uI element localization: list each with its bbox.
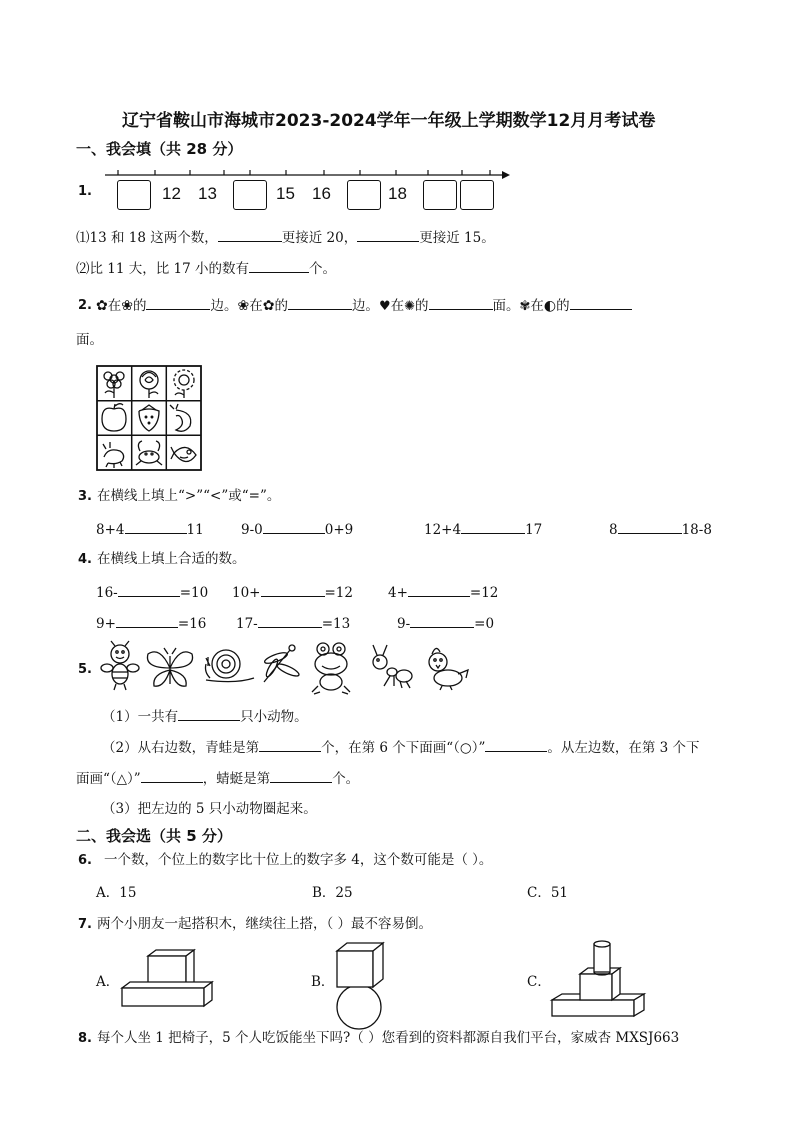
answer-blank[interactable]	[357, 228, 419, 242]
flower-icon: ✿	[262, 298, 275, 314]
flower-icon: ✿	[96, 298, 108, 314]
answer-blank[interactable]	[249, 259, 309, 273]
blocks-b	[335, 943, 405, 1033]
fill-item: 17- =13	[236, 616, 351, 632]
blocks-c	[550, 938, 660, 1020]
frog-icon	[312, 643, 350, 694]
rose-icon: ❀	[237, 298, 250, 314]
section-1-heading: 一、我会填（共 28 分）	[76, 140, 243, 158]
answer-blank[interactable]	[263, 520, 325, 534]
option-b[interactable]: B．25	[312, 885, 353, 901]
answer-blank[interactable]	[408, 583, 470, 597]
number-line-label: 16	[312, 184, 331, 203]
apple-icon: ◐	[543, 298, 557, 314]
option-b[interactable]: B．	[311, 974, 335, 990]
q8-question: 每个人坐 1 把椅子，5 个人吃饭能坐下吗?（ ）您看到的资料都源自我们平台，家威杏 MXSJ663	[97, 1030, 680, 1046]
q5-sub3: （3）把左边的 5 只小动物圈起来。	[102, 801, 317, 817]
fish-icon	[171, 447, 196, 462]
crab-icon	[136, 441, 162, 465]
picture-grid	[96, 365, 206, 473]
q1-number: 1.	[78, 184, 92, 199]
animal-row	[98, 640, 478, 700]
q4-number: 4.	[78, 552, 92, 567]
q1-sub2: ⑵比 11 大，比 17 小的数有 个。	[76, 261, 337, 277]
option-c[interactable]: C．	[527, 974, 551, 990]
strawberry-icon: ♥	[378, 299, 391, 314]
bird-icon	[429, 648, 468, 690]
answer-blank[interactable]	[618, 520, 682, 534]
page-title: 辽宁省鞍山市海城市2023-2024学年一年级上学期数学12月月考试卷	[122, 111, 656, 131]
lobster-icon	[103, 442, 124, 468]
answer-blank[interactable]	[258, 614, 322, 628]
q7-number: 7.	[78, 917, 92, 932]
q7-question: 两个小朋友一起搭积木，继续往上搭，（ ）最不容易倒。	[97, 916, 433, 932]
bee-icon	[101, 641, 139, 690]
crab-icon: ✺	[404, 299, 415, 314]
dragonfly-icon	[264, 645, 301, 682]
fill-item: 16- =10	[96, 585, 209, 601]
q3-instruction: 在横线上填上“>”“<”或“=”。	[97, 488, 281, 504]
blocks-a	[118, 950, 218, 1010]
q5-number: 5.	[78, 662, 92, 677]
rose-icon	[140, 371, 158, 398]
number-line-label: 12	[162, 184, 181, 203]
q6-number: 6.	[78, 853, 92, 868]
q4-instruction: 在横线上填上合适的数。	[97, 551, 246, 567]
q6-question: 一个数，个位上的数字比十位上的数字多 4，这个数可能是（ ）。	[104, 852, 493, 868]
option-a[interactable]: A．15	[96, 885, 137, 901]
answer-blank[interactable]	[218, 228, 282, 242]
flower-icon	[104, 372, 124, 398]
answer-blank[interactable]	[259, 738, 321, 752]
q1-sub1: ⑴13 和 18 这两个数， 更接近 20， 更接近 15。	[76, 230, 495, 246]
rose-icon: ❀	[121, 298, 133, 314]
snail-icon	[206, 650, 255, 682]
q8-number: 8.	[78, 1031, 92, 1046]
number-line-box-2[interactable]	[233, 180, 267, 210]
strawberry-icon	[139, 405, 159, 431]
q2-number: 2.	[78, 298, 92, 313]
compare-item: 9-0 0+9	[241, 522, 354, 538]
number-line-label: 18	[388, 184, 407, 203]
answer-blank[interactable]	[288, 296, 352, 310]
answer-blank[interactable]	[141, 769, 203, 783]
answer-blank[interactable]	[410, 614, 474, 628]
number-line-label: 13	[198, 184, 217, 203]
number-line-box-5[interactable]	[460, 180, 494, 210]
answer-blank[interactable]	[118, 583, 180, 597]
q5-sub2-cont: 面画“（△）” ，蜻蜓是第 个。	[76, 771, 360, 787]
answer-blank[interactable]	[116, 614, 178, 628]
answer-blank[interactable]	[461, 520, 525, 534]
shrimp-icon	[170, 404, 191, 431]
compare-item: 8 18-8	[609, 522, 712, 538]
answer-blank[interactable]	[429, 296, 493, 310]
answer-blank[interactable]	[125, 520, 187, 534]
number-line-label: 15	[276, 184, 295, 203]
option-a[interactable]: A．	[96, 974, 120, 990]
compare-item: 8+4 11	[96, 522, 204, 538]
q2-line1: ✿在❀的 边。❀在✿的 边。♥在✺的 面。✾在◐的	[96, 296, 632, 316]
q2-line2: 面。	[76, 332, 103, 348]
q3-number: 3.	[78, 489, 92, 504]
answer-blank[interactable]	[485, 738, 547, 752]
fill-item: 10+ =12	[232, 585, 353, 601]
sunflower-icon	[174, 370, 194, 398]
fill-item: 9+ =16	[96, 616, 207, 632]
answer-blank[interactable]	[146, 296, 210, 310]
butterfly-icon	[147, 648, 192, 686]
apple-icon	[102, 404, 126, 431]
compare-item: 12+4 17	[424, 522, 543, 538]
answer-blank[interactable]	[570, 296, 632, 310]
ant-icon	[373, 645, 412, 688]
answer-blank[interactable]	[261, 583, 325, 597]
q5-sub2: （2）从右边数，青蛙是第 个，在第 6 个下面画“（○）” 。从左边数，在第 3 个下	[102, 740, 700, 756]
q5-sub1: （1）一共有 只小动物。	[102, 709, 308, 725]
shrimp-icon: ✾	[519, 299, 531, 314]
number-line-box-3[interactable]	[347, 180, 381, 210]
number-line-box-4[interactable]	[423, 180, 457, 210]
number-line-box-1[interactable]	[117, 180, 151, 210]
answer-blank[interactable]	[270, 769, 332, 783]
fill-item: 4+ =12	[388, 585, 499, 601]
answer-blank[interactable]	[178, 707, 240, 721]
option-c[interactable]: C．51	[527, 885, 569, 901]
fill-item: 9- =0	[397, 616, 495, 632]
section-2-heading: 二、我会选（共 5 分）	[76, 827, 232, 845]
